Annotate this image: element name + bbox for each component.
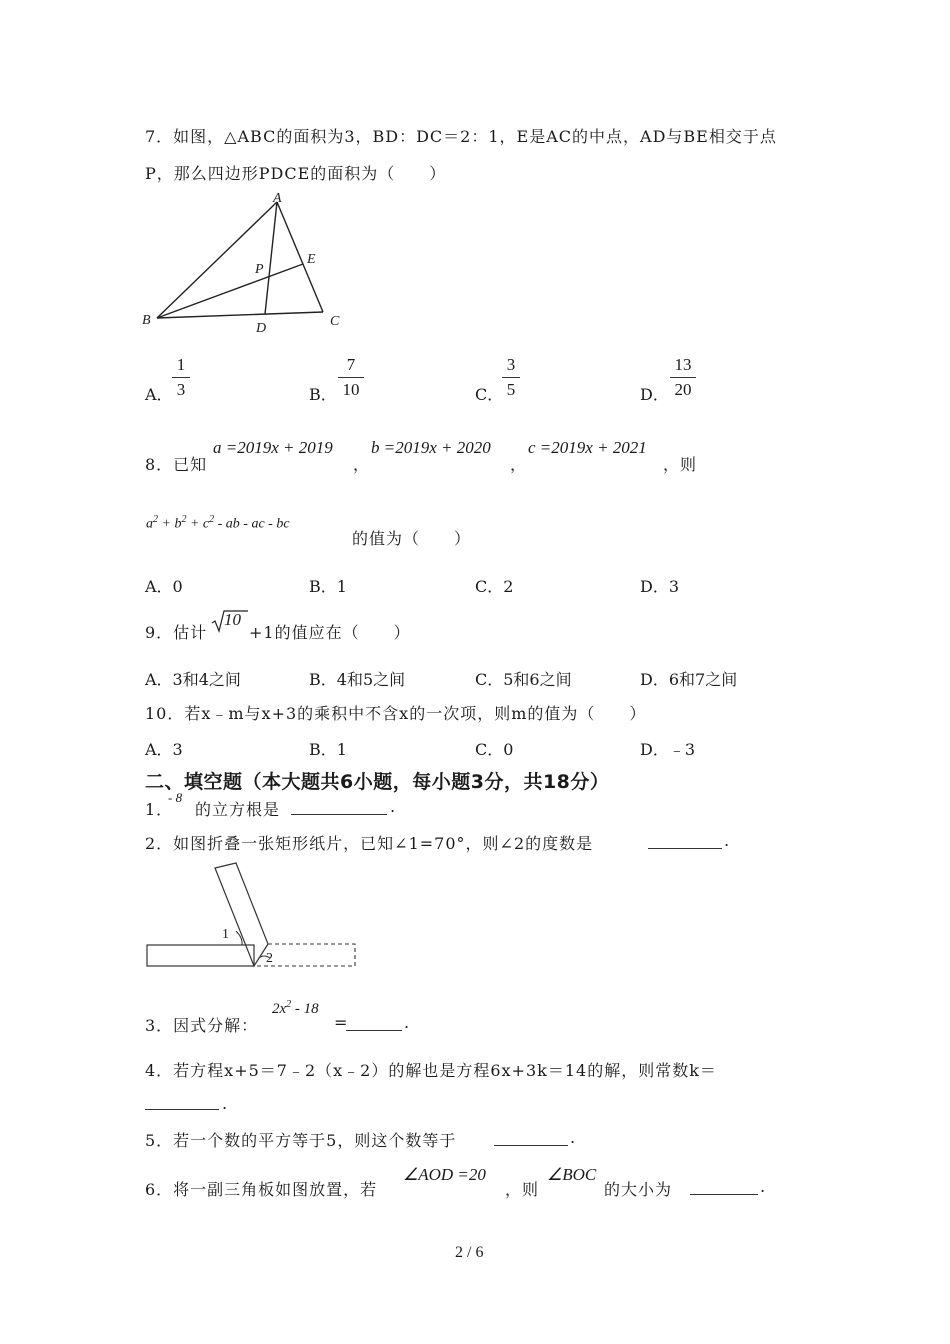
triangle-figure <box>135 188 355 338</box>
f2-end: . <box>724 831 731 850</box>
f3-expression: $2x^2 - 18$ <box>272 999 319 1017</box>
q7-option-a-letter: A． <box>145 385 173 404</box>
angle-2-label: 2 <box>266 951 273 966</box>
section-heading: 二、填空题（本大题共6小题，每小题3分，共18分） <box>145 771 610 793</box>
fraction-numerator: 3 <box>506 355 516 374</box>
f6-prefix: 6．将一副三角板如图放置，若 <box>145 1180 378 1199</box>
folded-paper-figure <box>140 858 365 973</box>
q10-option-d: D．﹣3 <box>640 740 696 759</box>
q8-sep1: ， <box>353 455 371 474</box>
page-number: 2 / 6 <box>455 1244 484 1261</box>
f5-answer-blank[interactable] <box>494 1131 568 1146</box>
f3-end: . <box>404 1013 411 1032</box>
angle-1-label: 1 <box>222 927 229 942</box>
f6-angle-boc: ∠BOC <box>547 1165 597 1184</box>
q7-option-d-fraction <box>670 355 696 400</box>
q9-option-d: D．6和7之间 <box>640 670 738 689</box>
f6-suffix: 的大小为 <box>604 1180 673 1199</box>
label-a: A <box>273 191 282 206</box>
q7-option-d-letter: D． <box>640 385 669 404</box>
fraction-denominator: 3 <box>176 380 186 399</box>
f3-answer-blank[interactable] <box>346 1016 402 1031</box>
f1-neg8: - 8 <box>168 790 183 805</box>
q10-option-c: C．0 <box>475 740 514 759</box>
label-b: B <box>142 313 151 328</box>
label-e: E <box>307 252 316 267</box>
fraction-numerator: 1 <box>176 355 186 374</box>
q8-suffix: ，则 <box>663 455 698 474</box>
q9-radicand: 10 <box>224 610 241 629</box>
q9-option-a: A．3和4之间 <box>145 670 241 689</box>
label-d: D <box>256 321 267 336</box>
q8-option-d: D．3 <box>640 577 680 596</box>
q10-text: 10．若x﹣m与x+3的乘积中不含x的一次项，则m的值为（ ） <box>145 704 647 723</box>
q8-eq-c: c =2019x + 2021 <box>528 438 647 457</box>
q7-line1: 7．如图，△ABC的面积为3，BD：DC＝2：1，E是AC的中点，AD与BE相交于点 <box>145 127 777 146</box>
q7-line2: P，那么四边形PDCE的面积为（ ） <box>145 164 447 183</box>
q7-option-c-fraction <box>502 355 520 400</box>
f4-text: 4．若方程x+5＝7﹣2（x﹣2）的解也是方程6x+3k＝14的解，则常数k＝ <box>145 1061 717 1080</box>
q9-option-c: C．5和6之间 <box>475 670 572 689</box>
q10-option-b: B．1 <box>309 740 347 759</box>
q7-option-c-letter: C． <box>475 385 504 404</box>
segment-ad <box>265 202 277 314</box>
q8-option-c: C．2 <box>475 577 514 596</box>
edge-ab <box>157 202 277 318</box>
fraction-numerator: 7 <box>346 355 356 374</box>
q8-eq-b: b =2019x + 2020 <box>371 438 491 457</box>
f6-angle-aod: ∠AOD =20 <box>403 1165 486 1184</box>
q9-prefix: 9．估计 <box>145 623 208 642</box>
q8-option-b: B．1 <box>309 577 347 596</box>
segment-be <box>157 264 303 318</box>
q8-expression: $a^2 + b^2 + c^2$ - ab - ac - bc <box>146 514 290 532</box>
f5-text: 5．若一个数的平方等于5，则这个数等于 <box>145 1131 457 1150</box>
f4-answer-blank[interactable] <box>145 1095 219 1110</box>
q7-option-b-fraction <box>338 355 364 400</box>
label-p: P <box>255 262 264 277</box>
q9-suffix: +1的值应在（ ） <box>249 623 411 642</box>
q8-eq-a: a =2019x + 2019 <box>213 438 333 457</box>
f6-mid: ，则 <box>505 1180 540 1199</box>
f3-prefix: 3．因式分解： <box>145 1016 259 1035</box>
q8-option-a: A．0 <box>145 577 183 596</box>
f1-suffix: 的立方根是 <box>195 800 281 819</box>
f6-end: . <box>760 1177 767 1196</box>
q7-option-b-letter: B． <box>309 385 337 404</box>
q9-option-b: B．4和5之间 <box>309 670 406 689</box>
q8-prefix: 8．已知 <box>145 455 208 474</box>
f4-end: . <box>222 1094 229 1113</box>
f3-equals: = <box>334 1013 349 1032</box>
label-c: C <box>330 314 340 329</box>
f6-answer-blank[interactable] <box>690 1180 758 1195</box>
edge-ac <box>277 202 323 312</box>
f1-prefix: 1． <box>145 800 174 819</box>
fraction-denominator: 20 <box>674 380 692 399</box>
f1-answer-blank[interactable] <box>291 800 387 815</box>
q7-option-a-fraction <box>172 355 190 400</box>
f2-text: 2．如图折叠一张矩形纸片，已知∠1=70°，则∠2的度数是 <box>145 834 594 853</box>
fraction-numerator: 13 <box>674 355 692 374</box>
fraction-denominator: 10 <box>342 380 360 399</box>
fraction-denominator: 5 <box>506 380 516 399</box>
q10-option-a: A．3 <box>145 740 183 759</box>
f5-end: . <box>570 1128 577 1147</box>
q8-expression-suffix: 的值为（ ） <box>352 529 472 548</box>
edge-bc <box>157 312 323 318</box>
f1-end: . <box>390 797 397 816</box>
q8-sep2: ， <box>510 455 528 474</box>
f2-answer-blank[interactable] <box>648 834 722 849</box>
